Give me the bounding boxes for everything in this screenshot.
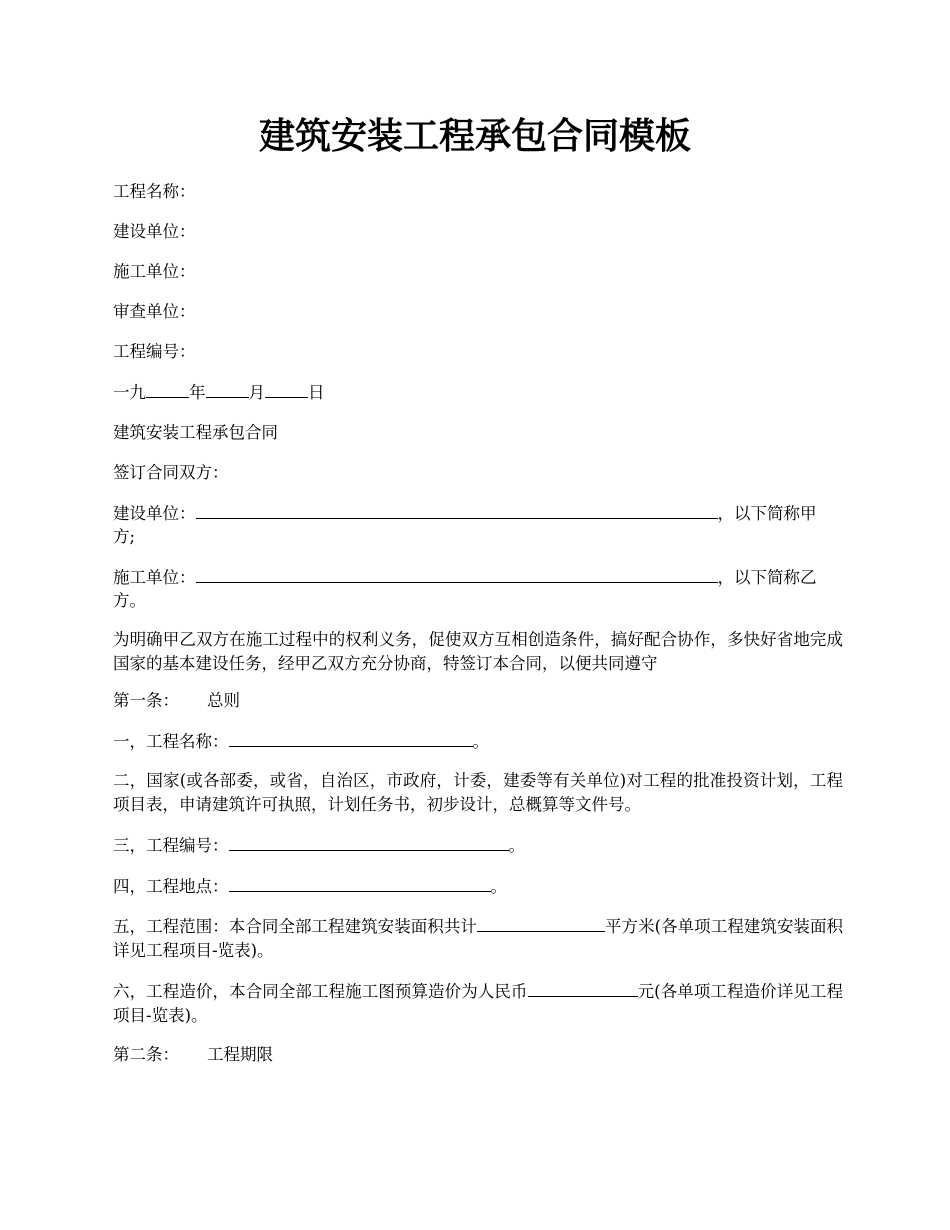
item-3-end: 。 — [508, 836, 525, 855]
item-5-paragraph — [113, 914, 843, 963]
month-blank — [206, 380, 249, 398]
party-a-tail: 方; — [113, 527, 136, 546]
item-3-line — [113, 833, 843, 858]
date-year: 年 — [189, 383, 206, 402]
day-blank — [265, 380, 308, 398]
party-b-line — [113, 565, 843, 590]
item-1-blank — [229, 729, 473, 747]
article-1-title: 总则 — [207, 691, 240, 710]
article-1-heading — [113, 689, 843, 713]
item-6-blank — [528, 979, 638, 997]
article-2-title: 工程期限 — [207, 1045, 273, 1064]
field-builder-unit: 施工单位： — [113, 262, 196, 281]
article-2-heading — [113, 1043, 843, 1067]
party-a-suffix: ，以下简称甲 — [717, 504, 817, 523]
item-4-end: 。 — [490, 877, 507, 896]
field-review-unit: 审查单位： — [113, 302, 196, 321]
date-month: 月 — [248, 383, 265, 402]
item-5-before: 五，工程范围：本合同全部工程建筑安装面积共计 — [113, 917, 477, 936]
preamble-paragraph: 为明确甲乙双方在施工过程中的权利义务，促使双方互相创造条件，搞好配合协作，多快好省地完成国家的基本建设任务，经甲乙双方充分协商，特签订本合同，以便共同遵守 — [113, 630, 843, 673]
item-6-after: 元(各单项工程造价详见工程项目-览表)。 — [113, 982, 844, 1025]
item-1-label: 一，工程名称： — [113, 732, 229, 751]
item-6-paragraph — [113, 979, 843, 1028]
item-3-blank — [229, 833, 509, 851]
year-blank — [146, 380, 189, 398]
party-a-line — [113, 501, 843, 526]
item-4-label: 四，工程地点： — [113, 877, 229, 896]
field-construction-unit: 建设单位： — [113, 222, 196, 241]
item-4-line — [113, 874, 843, 899]
party-b-blank — [196, 565, 718, 583]
item-1-line — [113, 729, 843, 754]
article-1-label: 第一条： — [113, 691, 179, 710]
field-project-name: 工程名称： — [113, 182, 196, 201]
item-2-paragraph: 二，国家(或各部委，或省，自治区，市政府，计委，建委等有关单位)对工程的批准投资计划，工程项目表，申请建筑许可执照，计划任务书，初步设计，总概算等文件号。 — [113, 771, 843, 814]
date-prefix: 一九 — [113, 383, 146, 402]
item-5-blank — [477, 914, 605, 932]
item-6-before: 六，工程造价，本合同全部工程施工图预算造价为人民币 — [113, 982, 528, 1001]
field-project-no: 工程编号： — [113, 342, 196, 361]
parties-label: 签订合同双方： — [113, 463, 229, 482]
party-b-tail: 方。 — [113, 591, 146, 610]
date-day: 日 — [308, 383, 325, 402]
party-b-label: 施工单位： — [113, 568, 196, 587]
item-4-blank — [229, 874, 491, 892]
party-a-label: 建设单位： — [113, 504, 196, 523]
item-5-after: 平方米(各单项工程建筑安装面积详见工程项目-览表)。 — [113, 917, 844, 960]
contract-name: 建筑安装工程承包合同 — [113, 423, 278, 442]
party-b-suffix: ，以下简称乙 — [717, 568, 817, 587]
party-a-blank — [196, 501, 718, 519]
date-line — [113, 380, 843, 405]
item-1-end: 。 — [472, 732, 489, 751]
document-title: 建筑安装工程承包合同模板 — [258, 115, 691, 157]
item-3-label: 三，工程编号： — [113, 836, 229, 855]
article-2-label: 第二条： — [113, 1045, 179, 1064]
